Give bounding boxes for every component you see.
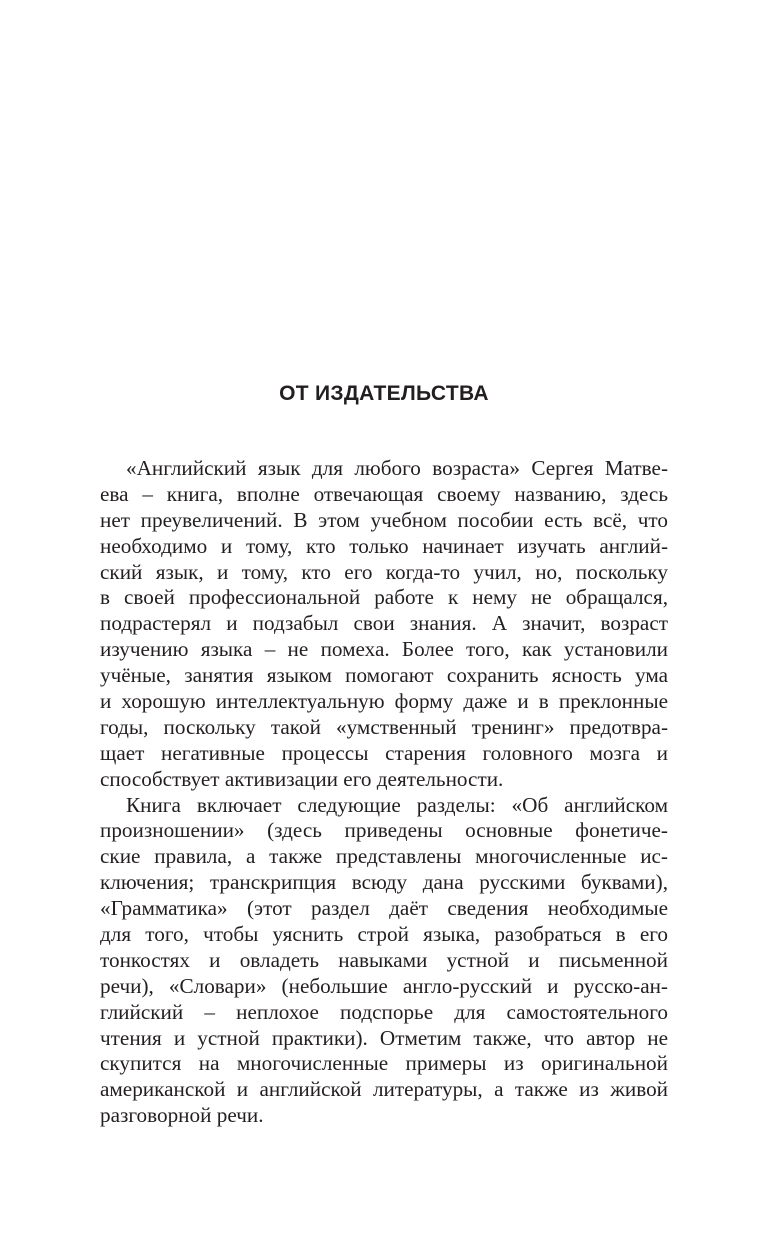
- section-heading: ОТ ИЗДАТЕЛЬСТВА: [279, 382, 489, 405]
- text-line: американской и английской литературы, а также из живой: [100, 1077, 668, 1102]
- text-line: тонкостях и овладеть навыками устной и письменной: [100, 947, 668, 972]
- body-text: [100, 456, 668, 1129]
- text-line: нет преувеличений. В этом учебном пособии есть всё, что: [100, 507, 668, 532]
- text-line: щает негативные процессы старения головного мозга и: [100, 740, 668, 765]
- text-line: глийский – неплохое подспорье для самостоятельного: [100, 999, 668, 1024]
- text-line: учёные, занятия языком помогают сохранить ясность ума: [100, 663, 668, 688]
- text-line: скупится на многочисленные примеры из оригинальной: [100, 1051, 668, 1076]
- text-line: и хорошую интеллектуальную форму даже и в преклонные: [100, 689, 668, 714]
- text-line: ключения; транскрипция всюду дана русскими буквами),: [100, 870, 668, 895]
- text-line: изучению языка – не помеха. Более того, как установили: [100, 637, 668, 662]
- text-line: подрастерял и подзабыл свои знания. А значит, возраст: [100, 611, 668, 636]
- text-line: в своей профессиональной работе к нему не обращался,: [100, 585, 668, 610]
- paragraph-2: [100, 793, 668, 1130]
- text-line: ские правила, а также представлены многочисленные ис-: [100, 844, 668, 869]
- text-line: ский язык, и тому, кто его когда-то учил, но, поскольку: [100, 559, 668, 584]
- text-line: произношении» (здесь приведены основные фонетиче-: [100, 818, 668, 843]
- text-line: для того, чтобы уяснить строй языка, разобраться в его: [100, 922, 668, 947]
- paragraph-1: [100, 456, 668, 793]
- text-line: разговорной речи.: [100, 1103, 264, 1128]
- text-line: необходимо и тому, кто только начинает изучать англий-: [100, 533, 668, 558]
- text-line: «Английский язык для любого возраста» Сергея Матве-: [126, 456, 668, 480]
- text-line: речи), «Словари» (небольшие англо-русский и русско-ан-: [100, 973, 668, 998]
- text-line: ева – книга, вполне отвечающая своему названию, здесь: [100, 481, 668, 506]
- text-line: годы, поскольку такой «умственный тренинг» предотвра-: [100, 714, 668, 739]
- text-line: чтения и устной практики). Отметим также, что автор не: [100, 1025, 668, 1050]
- text-line: Книга включает следующие разделы: «Об английском: [126, 792, 668, 817]
- text-line: способствует активизации его деятельности.: [100, 766, 504, 791]
- text-line: «Грамматика» (этот раздел даёт сведения необходимые: [100, 896, 668, 921]
